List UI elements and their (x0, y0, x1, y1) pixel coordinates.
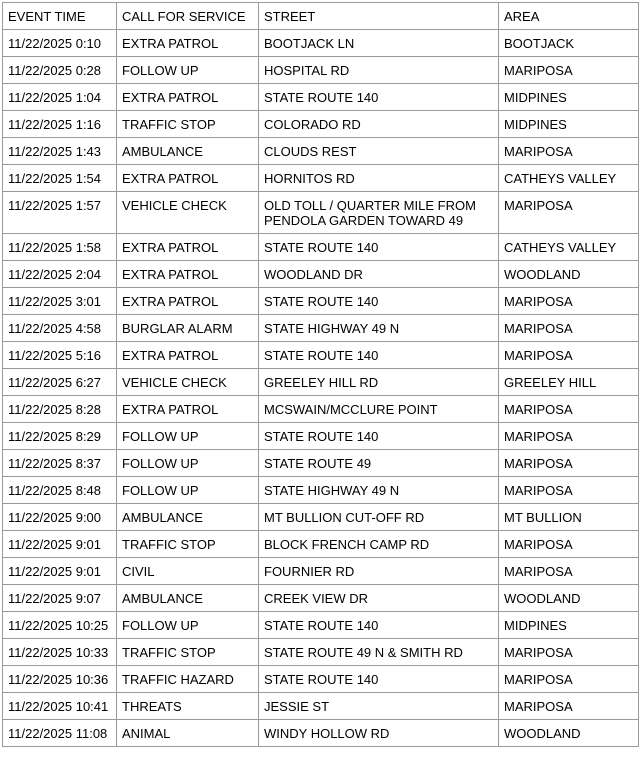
cell-street: STATE ROUTE 140 (259, 612, 499, 639)
header-row (3, 3, 639, 30)
table-row (3, 531, 639, 558)
cell-event-time: 11/22/2025 10:41 (3, 693, 117, 720)
cell-event-time: 11/22/2025 0:10 (3, 30, 117, 57)
table-row (3, 288, 639, 315)
cell-street: STATE ROUTE 140 (259, 666, 499, 693)
cell-event-time: 11/22/2025 11:08 (3, 720, 117, 747)
header-call-for-service: CALL FOR SERVICE (117, 3, 259, 30)
cell-area: MARIPOSA (499, 192, 639, 234)
cell-street: MCSWAIN/MCCLURE POINT (259, 396, 499, 423)
cell-street: BOOTJACK LN (259, 30, 499, 57)
cell-call-for-service: BURGLAR ALARM (117, 315, 259, 342)
table-row (3, 720, 639, 747)
table-row (3, 504, 639, 531)
cell-call-for-service: FOLLOW UP (117, 57, 259, 84)
table-row (3, 192, 639, 234)
cell-event-time: 11/22/2025 9:01 (3, 558, 117, 585)
cell-event-time: 11/22/2025 1:43 (3, 138, 117, 165)
cell-area: MARIPOSA (499, 639, 639, 666)
cell-call-for-service: AMBULANCE (117, 138, 259, 165)
cell-street: STATE ROUTE 140 (259, 234, 499, 261)
table-row (3, 639, 639, 666)
cell-area: MARIPOSA (499, 396, 639, 423)
cell-area: MARIPOSA (499, 342, 639, 369)
table-row (3, 315, 639, 342)
cell-call-for-service: FOLLOW UP (117, 477, 259, 504)
cell-area: WOODLAND (499, 261, 639, 288)
cell-event-time: 11/22/2025 1:04 (3, 84, 117, 111)
cell-street: CREEK VIEW DR (259, 585, 499, 612)
cell-call-for-service: VEHICLE CHECK (117, 369, 259, 396)
cell-street: WINDY HOLLOW RD (259, 720, 499, 747)
cell-call-for-service: EXTRA PATROL (117, 234, 259, 261)
cell-area: MIDPINES (499, 111, 639, 138)
cell-event-time: 11/22/2025 9:07 (3, 585, 117, 612)
table-row (3, 369, 639, 396)
calls-for-service-table (2, 2, 639, 747)
cell-street: MT BULLION CUT-OFF RD (259, 504, 499, 531)
cell-call-for-service: VEHICLE CHECK (117, 192, 259, 234)
cell-event-time: 11/22/2025 1:16 (3, 111, 117, 138)
cell-call-for-service: EXTRA PATROL (117, 84, 259, 111)
table-row (3, 585, 639, 612)
header-street: STREET (259, 3, 499, 30)
cell-event-time: 11/22/2025 1:54 (3, 165, 117, 192)
table-row (3, 396, 639, 423)
cell-street: STATE ROUTE 49 (259, 450, 499, 477)
table-row (3, 666, 639, 693)
cell-event-time: 11/22/2025 10:33 (3, 639, 117, 666)
cell-street: STATE HIGHWAY 49 N (259, 315, 499, 342)
cell-area: MARIPOSA (499, 666, 639, 693)
cell-area: MT BULLION (499, 504, 639, 531)
table-row (3, 450, 639, 477)
cell-area: MARIPOSA (499, 57, 639, 84)
table-row (3, 342, 639, 369)
cell-event-time: 11/22/2025 8:28 (3, 396, 117, 423)
cell-area: WOODLAND (499, 720, 639, 747)
cell-event-time: 11/22/2025 8:29 (3, 423, 117, 450)
cell-call-for-service: EXTRA PATROL (117, 342, 259, 369)
cell-event-time: 11/22/2025 5:16 (3, 342, 117, 369)
cell-event-time: 11/22/2025 0:28 (3, 57, 117, 84)
table-row (3, 138, 639, 165)
cell-call-for-service: ANIMAL (117, 720, 259, 747)
cell-street: BLOCK FRENCH CAMP RD (259, 531, 499, 558)
cell-call-for-service: EXTRA PATROL (117, 261, 259, 288)
cell-street: CLOUDS REST (259, 138, 499, 165)
cell-street: STATE ROUTE 140 (259, 342, 499, 369)
cell-area: WOODLAND (499, 585, 639, 612)
cell-area: MARIPOSA (499, 531, 639, 558)
cell-area: MARIPOSA (499, 477, 639, 504)
cell-street: STATE ROUTE 140 (259, 423, 499, 450)
cell-call-for-service: FOLLOW UP (117, 612, 259, 639)
cell-event-time: 11/22/2025 6:27 (3, 369, 117, 396)
cell-call-for-service: CIVIL (117, 558, 259, 585)
cell-area: CATHEYS VALLEY (499, 165, 639, 192)
cell-street: GREELEY HILL RD (259, 369, 499, 396)
table-row (3, 165, 639, 192)
cell-street: STATE HIGHWAY 49 N (259, 477, 499, 504)
table-row (3, 234, 639, 261)
cell-area: MARIPOSA (499, 693, 639, 720)
cell-street: WOODLAND DR (259, 261, 499, 288)
cell-area: MARIPOSA (499, 423, 639, 450)
cell-event-time: 11/22/2025 10:36 (3, 666, 117, 693)
table-row (3, 693, 639, 720)
table-row (3, 477, 639, 504)
cell-call-for-service: FOLLOW UP (117, 450, 259, 477)
cell-call-for-service: FOLLOW UP (117, 423, 259, 450)
cell-area: BOOTJACK (499, 30, 639, 57)
cell-area: MARIPOSA (499, 288, 639, 315)
cell-area: MIDPINES (499, 612, 639, 639)
cell-call-for-service: AMBULANCE (117, 585, 259, 612)
cell-area: MARIPOSA (499, 450, 639, 477)
cell-area: MIDPINES (499, 84, 639, 111)
cell-area: MARIPOSA (499, 558, 639, 585)
cell-area: GREELEY HILL (499, 369, 639, 396)
cell-call-for-service: TRAFFIC STOP (117, 531, 259, 558)
cell-call-for-service: EXTRA PATROL (117, 30, 259, 57)
cell-call-for-service: TRAFFIC HAZARD (117, 666, 259, 693)
table-row (3, 57, 639, 84)
cell-street: JESSIE ST (259, 693, 499, 720)
header-area: AREA (499, 3, 639, 30)
cell-event-time: 11/22/2025 9:00 (3, 504, 117, 531)
cell-call-for-service: EXTRA PATROL (117, 288, 259, 315)
table-row (3, 558, 639, 585)
table-row (3, 423, 639, 450)
table-row (3, 261, 639, 288)
cell-event-time: 11/22/2025 8:37 (3, 450, 117, 477)
cell-event-time: 11/22/2025 3:01 (3, 288, 117, 315)
cell-street: HOSPITAL RD (259, 57, 499, 84)
header-event-time: EVENT TIME (3, 3, 117, 30)
cell-event-time: 11/22/2025 9:01 (3, 531, 117, 558)
cell-call-for-service: TRAFFIC STOP (117, 111, 259, 138)
cell-call-for-service: EXTRA PATROL (117, 396, 259, 423)
cell-area: CATHEYS VALLEY (499, 234, 639, 261)
cell-call-for-service: THREATS (117, 693, 259, 720)
cell-event-time: 11/22/2025 2:04 (3, 261, 117, 288)
cell-street: FOURNIER RD (259, 558, 499, 585)
cell-area: MARIPOSA (499, 138, 639, 165)
cell-street: OLD TOLL / QUARTER MILE FROM PENDOLA GARDEN TOWARD 49 (259, 192, 499, 234)
cell-street: STATE ROUTE 140 (259, 288, 499, 315)
cell-street: STATE ROUTE 49 N & SMITH RD (259, 639, 499, 666)
cell-event-time: 11/22/2025 1:57 (3, 192, 117, 234)
table-row (3, 612, 639, 639)
cell-call-for-service: TRAFFIC STOP (117, 639, 259, 666)
cell-event-time: 11/22/2025 1:58 (3, 234, 117, 261)
cell-event-time: 11/22/2025 4:58 (3, 315, 117, 342)
cell-area: MARIPOSA (499, 315, 639, 342)
table-row (3, 84, 639, 111)
cell-street: COLORADO RD (259, 111, 499, 138)
table-row (3, 111, 639, 138)
cell-street: STATE ROUTE 140 (259, 84, 499, 111)
cell-event-time: 11/22/2025 10:25 (3, 612, 117, 639)
cell-event-time: 11/22/2025 8:48 (3, 477, 117, 504)
cell-street: HORNITOS RD (259, 165, 499, 192)
table-row (3, 30, 639, 57)
cell-call-for-service: AMBULANCE (117, 504, 259, 531)
table-body (3, 30, 639, 747)
cell-call-for-service: EXTRA PATROL (117, 165, 259, 192)
